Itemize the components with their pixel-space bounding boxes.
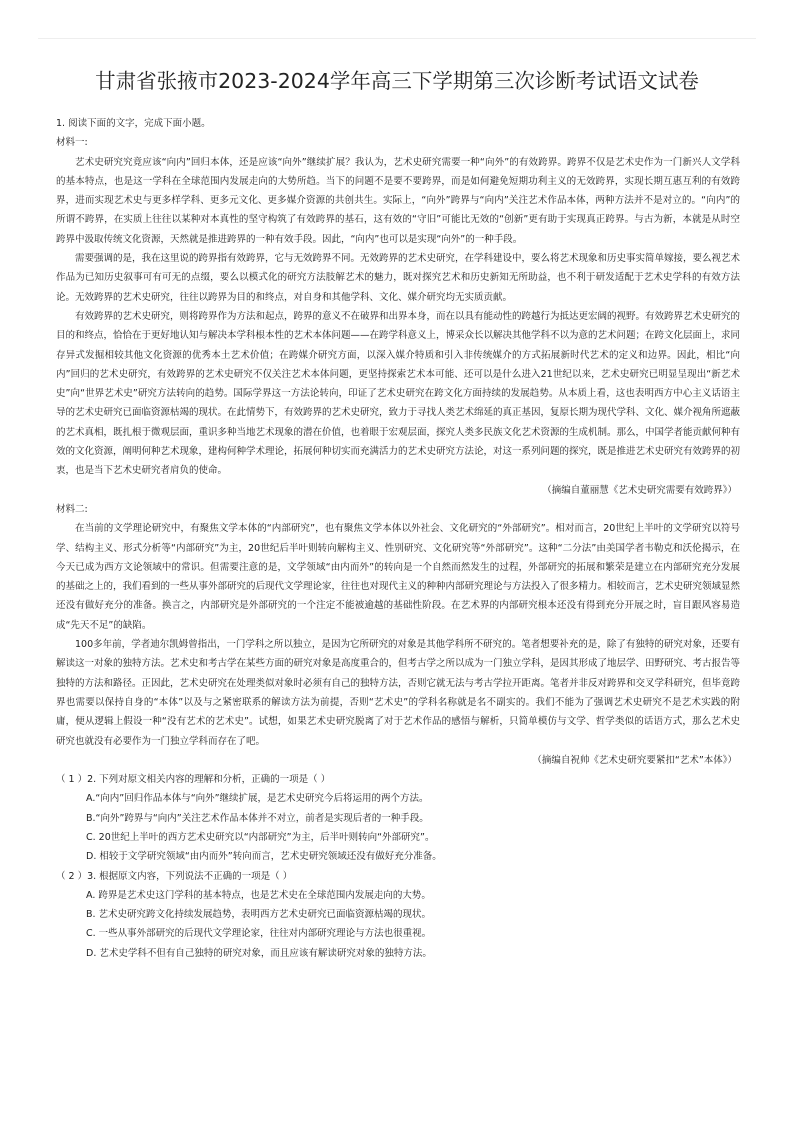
material-two-label: 材料二:	[56, 503, 88, 515]
answer-option-b[interactable]: B.“向外”跨界与“向内”关注艺术作品本体并不对立，前者是实现后者的一种手段。	[86, 812, 429, 824]
exam-title: 甘肃省张掖市2023-2024学年高三下学期第三次诊断考试语文试卷	[95, 69, 699, 93]
subquestion-stem: （ 1 ）2. 下列对原文相关内容的理解和分析，正确的一项是（ ）	[56, 774, 331, 786]
material-one-paragraph: 有效跨界的艺术史研究，则将跨界作为方法和起点，跨界的意义不在破界和出界本身，而在以具有能动性的跨越行为抵达更宏阔的视野。有效跨界艺术史研究的目的和终点，恰恰在于更好地认知与解决本学科根本性的艺术本体问题——在跨学科意义上，博采众长以解决其他学科不以为意的艺术问题；在跨文化层面上，求同存异式发掘相较其他文化资源的优秀本土艺术价值；在跨媒介研究方面，以深入媒介特质和引入非传统媒介的方式拓展新时代艺术的定义和边界。因此，相比“向内”回归的艺术史研究，有效跨界的艺术史研究不仅关注艺术本体问题，更坚持探索艺术本可能、还可以是什么进入21世纪以来，艺术史研究已明显呈现出“新艺术史”向“世界艺术史”研究方法转向的趋势。国际学界这一方法论转向，印证了艺术史研究在跨文化方面持续的发展趋势。从本质上看，这也表明西方中心主义话语主导的艺术史研究已面临资源枯竭的现状。在此情势下，有效跨界的艺术史研究，致力于寻找人类艺术绵延的真正基因，复原长期为现代学科、文化、媒介视角所遮蔽的艺术真相，既扎根于微观层面，重识多种当地艺术现象的潜在价值，也着眼于宏观层面，探究人类多民族文化艺术资源的生成机制。那么，中国学者能贡献何种有效的文化资源，阐明何种艺术现象，建构何种学术理论，拓展何种切实而充满活力的艺术史研究方法论，对这一系列问题的探究，既是推进艺术史研究有效跨界的初衷，也是当下艺术史研究者肩负的使命。	[56, 310, 741, 477]
document-body	[56, 114, 740, 963]
subquestion-stem: （ 2 ）3. 根据原文内容，下列说法不正确的一项是（ ）	[56, 870, 293, 882]
answer-option-d[interactable]: D. 相较于文学研究领域“由内而外”转向而言，艺术史研究领域还没有做好充分准备。	[86, 851, 442, 863]
material-two-paragraph: 在当前的文学理论研究中，有聚焦文学本体的“内部研究”，也有聚焦文学本体以外社会、文化研究的“外部研究”。相对而言，20世纪上半叶的文学研究以符号学、结构主义、形式分析等“内部研究”为主，20世纪后半叶则转向解构主义、性别研究、文化研究等“外部研究”。这种“二分法”由美国学者韦勒克和沃伦揭示，在今天已成为西方文论领域中的常识。但需要注意的是，文学领域“由内而外”的转向是一个自然而然发生的过程，外部研究的拓展和繁荣是建立在内部研究充分发展的基础之上的，我们看到的一些从事外部研究的后现代文学理论家，往往也对现代主义的种种内部研究理论与方法投入了很多精力。相较而言，艺术史研究领域显然还没有做好充分的准备。换言之，内部研究是外部研究的一个注定不能被逾越的基础性阶段。在艺术界的内部研究根本还没有得到充分开展之时，盲目跟风容易造成“先天不足”的缺陷。	[56, 523, 741, 631]
material-one-paragraph: 艺术史研究究竟应该“向内”回归本体，还是应该“向外”继续扩展？我认为，艺术史研究需要一种“向外”的有效跨界。跨界不仅是艺术史作为一门新兴人文学科的基本特点，也是这一学科在全球范围内发展走向的大势所趋。当下的问题不是要不要跨界，而是如何避免短期功利主义的无效跨界，实现长期互惠互利的有效跨界，进而实现艺术史与更多样学科、更多元文化、更多媒介资源的共创共生。实际上，“向外”跨界与“向内”关注艺术作品本体，两种方法并不是对立的。“向内”的所谓不跨界，在实质上往往以某种对本真性的坚守构筑了有效跨界的基石，这有效的“守旧”可能比无效的“创新”更有助于实现真正跨界。与古为新，本就是从时空跨界中汲取传统文化资源，天然就是推进跨界的一种有效手段。因此，“向内”也可以是实现“向外”的一种手段。	[56, 156, 740, 245]
material-two-source: （摘编自祝帅《艺术史研究要紧扣“艺术”本体》）	[532, 754, 737, 766]
answer-option-d[interactable]: D. 艺术史学科不但有自己独特的研究对象，而且应该有解读研究对象的独特方法。	[86, 947, 432, 959]
material-one-source: （摘编自董丽慧《艺术史研究需要有效跨界》）	[542, 484, 737, 496]
answer-option-c[interactable]: C. 一些从事外部研究的后现代文学理论家，往往对内部研究理论与方法也很重视。	[86, 928, 432, 940]
question-prompt: 1. 阅读下面的文字，完成下面小题。	[56, 118, 211, 129]
answer-option-a[interactable]: A.“向内”回归作品本体与“向外”继续扩展，是艺术史研究今后将运用的两个方法。	[86, 793, 429, 805]
answer-option-a[interactable]: A. 跨界是艺术史这门学科的基本特点，也是艺术史在全球范围内发展走向的大势。	[86, 889, 431, 901]
material-one-label: 材料一:	[56, 137, 88, 149]
header-divider	[38, 38, 756, 39]
material-two-paragraph: 100多年前，学者迪尔凯姆曾指出，一门学科之所以独立，是因为它所研究的对象是其他学科所不研究的。笔者想要补充的是，除了有独特的研究对象，还要有解读这一对象的独特方法。艺术史和考古学在某些方面的研究对象是高度重合的，但考古学之所以成为一门独立学科，是因其形成了地层学、田野研究、考古报告等独特的方法和路径。正因此，艺术史研究在处理类似对象时必须有自己的独特方法，否则它就无法与考古学拉开距离。笔者并非反对跨界和交叉学科研究，但毕竟跨界也需要以保持自身的“本体”以及与之紧密联系的解读方法为前提，否则“艺术史”的学科名称就是名不副实的。我们不能为了强调艺术史研究不是艺术实践的附庸，便从逻辑上假设一种“没有艺术的艺术史”。试想，如果艺术史研究脱离了对于艺术作品的感悟与解析，只简单模仿与文学、哲学类似的话语方式，那么艺术史研究也就没有必要作为一门独立学科而存在了吧。	[56, 639, 741, 747]
answer-option-c[interactable]: C. 20世纪上半叶的西方艺术史研究以“内部研究”为主，后半叶则转向“外部研究”。	[86, 831, 435, 843]
material-one-paragraph: 需要强调的是，我在这里说的跨界指有效跨界，它与无效跨界不同。无效跨界的艺术史研究，在学科建设中，要么将艺术现象和历史事实简单嫁接，要么视艺术作品为已知历史叙事可有可无的点缀，要么以模式化的研究方法肢解艺术的魅力，既对探究艺术和历史新知无所助益，也不利于研发适配于艺术史学科的有效方法论。无效跨界的艺术史研究，往往以跨界为目的和终点，对自身和其他学科、文化、媒介研究均无实质贡献。	[56, 253, 741, 303]
answer-option-b[interactable]: B. 艺术史研究跨文化持续发展趋势，表明西方艺术史研究已面临资源枯竭的现状。	[86, 909, 432, 921]
